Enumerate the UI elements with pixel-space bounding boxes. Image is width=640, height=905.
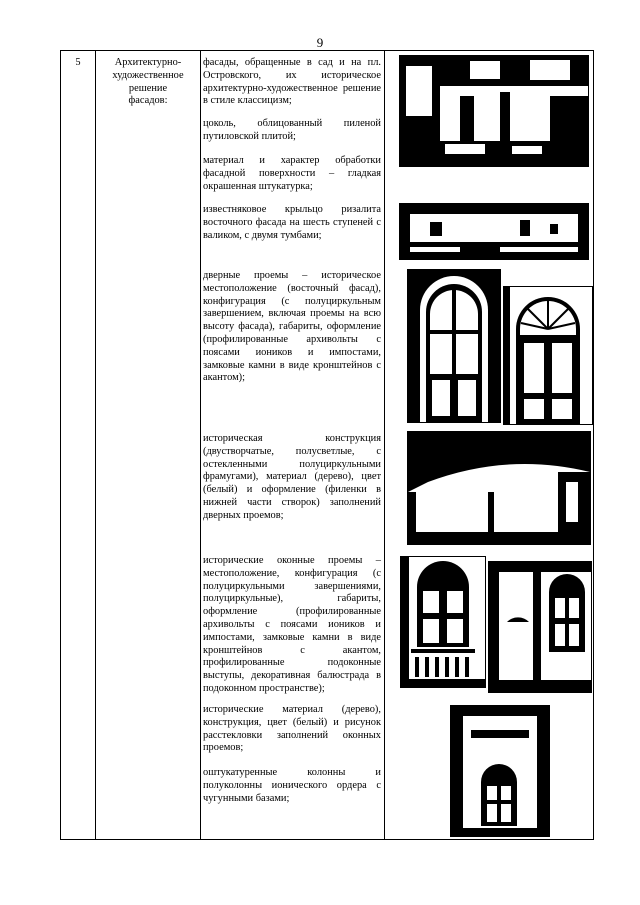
column-divider bbox=[200, 51, 201, 839]
element-name: Архитектурно- художественное решение фасадов: bbox=[112, 57, 184, 107]
porch-paragraph: известняковое крыльцо ризалита восточного фасада на шесть ступеней с валиком, с двумя тумбами; bbox=[203, 204, 381, 241]
window-photo-right bbox=[488, 561, 592, 693]
facade-photo bbox=[399, 55, 589, 167]
window-fillings-paragraph: исторические материал (дерево), конструкция, цвет (белый) и рисунок расстекловки заполнений оконных проемов; bbox=[203, 704, 381, 754]
columns-paragraph: оштукатуренные колонны и полуколонны ионического ордера с чугунными базами; bbox=[203, 767, 381, 804]
door-fillings-paragraph: историческая конструкция (двустворчатые, полусветлые, с остекленными полуциркульными фрамугами), материал (дерево), цвет (белый) и оформление (филенки в нижней части створок) заполнений дверных проемов; bbox=[203, 433, 381, 521]
column-window-photo bbox=[450, 705, 550, 837]
column-divider bbox=[95, 51, 96, 839]
facade-paragraph: фасады, обращенные в сад и на пл. Островского, их историческое архитектурно-художественное решение в стиле классицизм; bbox=[203, 57, 381, 107]
window-openings-paragraph: исторические оконные проемы – местоположение, конфигурация (с полуциркульными завершениями, полуциркульные), габариты, оформление (профилированные архивольты с поясами иоников и импостами, замковые камни в виде кронштейнов с акантом, профилированные подоконные выступы, декоративная балюстрада в подоконном пространстве); bbox=[203, 555, 381, 694]
porch-photo bbox=[399, 203, 589, 260]
protection-table bbox=[60, 50, 594, 840]
vault-photo bbox=[407, 431, 591, 545]
page-number: 9 bbox=[316, 35, 324, 50]
surface-paragraph: материал и характер обработки фасадной поверхности – гладкая окрашенная штукатурка; bbox=[203, 155, 381, 192]
row-number: 5 bbox=[75, 57, 81, 68]
window-photo-left bbox=[400, 556, 486, 688]
plinth-paragraph: цоколь, облицованный пиленой путиловской плитой; bbox=[203, 118, 381, 142]
door-openings-paragraph: дверные проемы – историческое местоположение (восточный фасад), конфигурация (с полуциркульным завершением, включая проемы на всю высоту фасада), габариты, оформление (профилированные архивольты с поясами иоников и импостами, замковые камни в виде кронштейнов с акантом); bbox=[203, 270, 381, 384]
door-photo-left bbox=[407, 269, 501, 423]
column-divider bbox=[384, 51, 385, 839]
door-photo-right bbox=[503, 286, 593, 425]
